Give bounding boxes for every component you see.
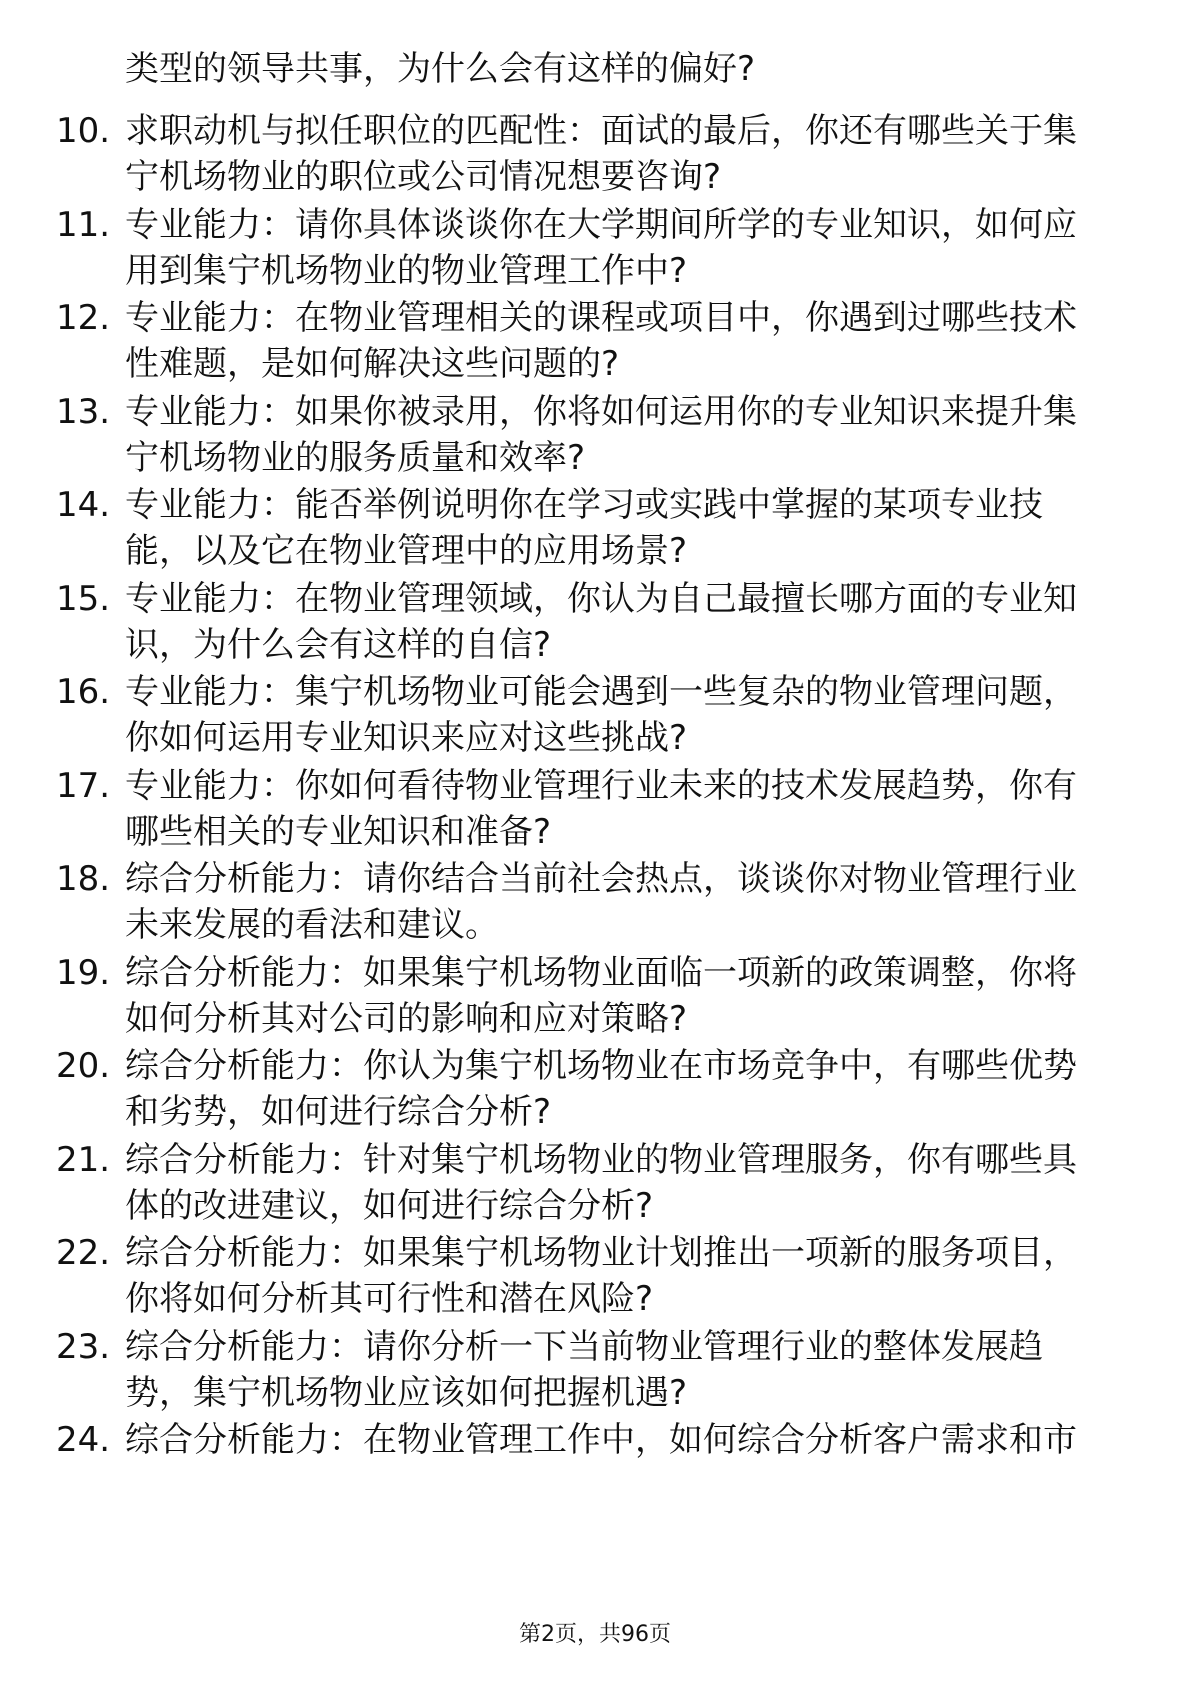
item-text-line: 综合分析能力：在物业管理工作中，如何综合分析客户需求和市 [125,1420,1077,1460]
item-text-line: 专业能力：能否举例说明你在学习或实践中掌握的某项专业技 [125,485,1043,525]
item-text-line: 你如何运用专业知识来应对这些挑战? [125,718,688,758]
item-text-line: 综合分析能力：如果集宁机场物业计划推出一项新的服务项目， [125,1233,1077,1273]
continuation-text: 类型的领导共事，为什么会有这样的偏好? [125,49,756,89]
item-text-line: 专业能力：在物业管理领域，你认为自己最擅长哪方面的专业知 [125,579,1077,619]
item-text-line: 综合分析能力：请你结合当前社会热点，谈谈你对物业管理行业 [125,859,1077,899]
item-text-line: 专业能力：你如何看待物业管理行业未来的技术发展趋势，你有 [125,766,1077,806]
item-number: 20. [56,1046,111,1086]
item-number: 24. [56,1420,111,1460]
item-number: 13. [56,392,111,432]
item-text-line: 专业能力：在物业管理相关的课程或项目中，你遇到过哪些技术 [125,298,1077,338]
item-text-line: 综合分析能力：如果集宁机场物业面临一项新的政策调整，你将 [125,953,1077,993]
item-number: 23. [56,1327,111,1367]
item-text-line: 如何分析其对公司的影响和应对策略? [125,999,688,1039]
item-text-line: 用到集宁机场物业的物业管理工作中? [125,251,688,291]
item-number: 15. [56,579,111,619]
item-number: 22. [56,1233,111,1273]
item-text-line: 和劣势，如何进行综合分析? [125,1092,552,1132]
item-number: 19. [56,953,111,993]
item-text-line: 综合分析能力：你认为集宁机场物业在市场竞争中，有哪些优势 [125,1046,1077,1086]
item-text-line: 未来发展的看法和建议。 [125,905,499,945]
item-text-line: 你将如何分析其可行性和潜在风险? [125,1279,654,1319]
item-text-line: 识，为什么会有这样的自信? [125,625,552,665]
item-number: 14. [56,485,111,525]
item-number: 10. [56,111,111,151]
item-number: 16. [56,672,111,712]
item-text-line: 宁机场物业的服务质量和效率? [125,438,586,478]
item-text-line: 能，以及它在物业管理中的应用场景? [125,531,688,571]
item-number: 21. [56,1140,111,1180]
item-text-line: 综合分析能力：针对集宁机场物业的物业管理服务，你有哪些具 [125,1140,1077,1180]
item-text-line: 哪些相关的专业知识和准备? [125,812,552,852]
item-text-line: 宁机场物业的职位或公司情况想要咨询? [125,157,722,197]
item-text-line: 势，集宁机场物业应该如何把握机遇? [125,1373,688,1413]
item-text-line: 体的改进建议，如何进行综合分析? [125,1186,654,1226]
item-number: 17. [56,766,111,806]
item-text-line: 求职动机与拟任职位的匹配性：面试的最后，你还有哪些关于集 [125,111,1077,151]
page-footer: 第2页，共96页 [519,1622,671,1647]
item-text-line: 专业能力：如果你被录用，你将如何运用你的专业知识来提升集 [125,392,1077,432]
item-text-line: 性难题，是如何解决这些问题的? [125,344,620,384]
item-text-line: 综合分析能力：请你分析一下当前物业管理行业的整体发展趋 [125,1327,1043,1367]
item-number: 18. [56,859,111,899]
item-text-line: 专业能力：请你具体谈谈你在大学期间所学的专业知识，如何应 [125,205,1077,245]
item-number: 12. [56,298,111,338]
item-text-line: 专业能力：集宁机场物业可能会遇到一些复杂的物业管理问题， [125,672,1077,712]
item-number: 11. [56,205,111,245]
